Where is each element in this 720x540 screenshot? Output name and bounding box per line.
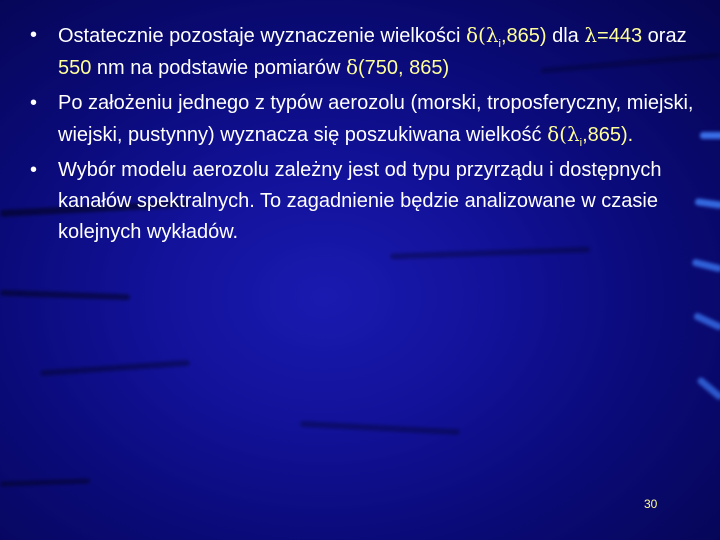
- text-segment: 550: [58, 57, 92, 79]
- background-streak: [696, 376, 720, 401]
- text-segment: ,865).: [582, 124, 634, 146]
- page-number: 30: [644, 497, 658, 511]
- text-segment: Po założeniu jednego z typów aerozolu (morski, troposferyczny, miejski, wiejski, pustynny) wyznacza się poszukiwana wielkość: [58, 92, 694, 146]
- slide-body: [30, 20, 695, 252]
- background-streak: [0, 290, 130, 301]
- text-segment: (750, 865): [358, 57, 450, 79]
- background-streak: [695, 198, 720, 209]
- bullet-marker: •: [30, 92, 38, 114]
- text-segment: Ostatecznie pozostaje wyznaczenie wielkości: [58, 25, 466, 47]
- bullet-item: [30, 88, 695, 151]
- text-segment: ,865): [500, 25, 547, 47]
- text-segment: δ: [345, 55, 358, 79]
- text-segment: δ(λ: [465, 23, 499, 47]
- bullet-text: [58, 88, 695, 151]
- bullet-marker: •: [30, 159, 38, 181]
- text-segment: dla: [546, 25, 585, 47]
- text-segment: i: [579, 137, 583, 149]
- text-segment: oraz: [642, 25, 687, 47]
- bullet-item: [30, 155, 695, 248]
- background-streak: [0, 478, 90, 486]
- background-streak: [693, 312, 720, 331]
- text-segment: λ: [584, 23, 598, 47]
- bullet-text: [58, 155, 695, 248]
- background-streak: [40, 360, 190, 376]
- text-segment: i: [498, 38, 501, 50]
- background-streak: [692, 258, 720, 272]
- text-segment: nm na podstawie pomiarów: [91, 57, 346, 79]
- background-streak: [700, 132, 720, 139]
- bullet-text: [58, 20, 695, 84]
- bullet-marker: •: [30, 24, 38, 46]
- background-streak: [300, 421, 460, 435]
- bullet-item: [30, 20, 695, 84]
- text-segment: δ(λ: [547, 122, 580, 146]
- text-segment: =443: [597, 25, 643, 47]
- text-segment: Wybór modelu aerozolu zależny jest od typu przyrządu i dostępnych kanałów spektralnych. To zagadnienie będzie analizowane w czasie kolejnych wykładów.: [58, 159, 662, 243]
